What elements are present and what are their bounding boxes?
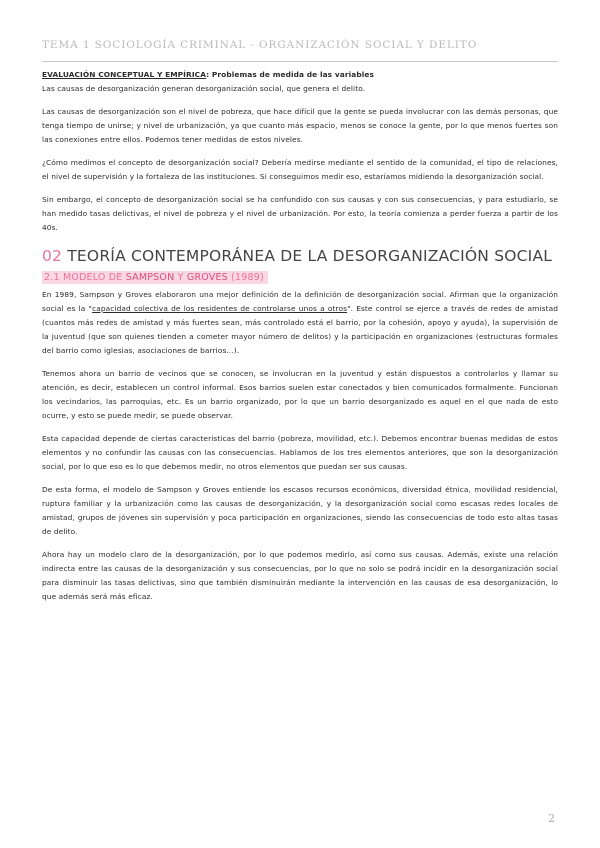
- definition-text-start: En 1989, Sampson y Groves elaboraron una mejor definición de la definición de desorganización social. Afirman que la organización social es la ": [42, 290, 558, 313]
- page-content: [42, 68, 558, 604]
- paragraph-capacity: Esta capacidad depende de ciertas características del barrio (pobreza, movilidad, etc.). Debemos encontrar buenas medidas de estos elementos y no confundir las causas con las consecuencias. Hablamos de los tres elementos anteriores, que son la desorganización social, por lo que eso es lo que debemos medir, no otros elementos que puedan ser sus causas.: [42, 434, 558, 471]
- intro-line: Las causas de desorganización generan desorganización social, que genera el delito.: [42, 84, 366, 93]
- evaluation-heading: [42, 68, 558, 82]
- subsection-heading: [42, 271, 268, 284]
- subsection-year: (1989): [231, 272, 264, 283]
- definition-quote: capacidad colectiva de los residentes de controlarse unos a otros: [92, 304, 348, 313]
- paragraph-confusion: Sin embargo, el concepto de desorganización social se ha confundido con sus causas y con sus consecuencias, y para estudiarlo, se han medido tasas delictivas, el nivel de pobreza y el nivel de urbanización. Por esto, la teoría comienza a perder fuerza a partir de los 40s.: [42, 195, 558, 232]
- paragraph-organized-neighborhood: Tenemos ahora un barrio de vecinos que se conocen, se involucran en la juventud y están dispuestos a controlarlos y llamar su atención, es decir, establecen un control informal. Esos barrios suelen estar conectados y bien comunicados formalmente. Funcionan los vecindarios, las parroquias, etc. Es un barrio organizado, por lo que un barrio desorganizado es aquel en el que nada de esto ocurre, y esto se puede medir, se puede observar.: [42, 369, 558, 420]
- section-title: TEORÍA CONTEMPORÁNEA DE LA DESORGANIZACIÓN SOCIAL: [67, 247, 553, 265]
- subsection-prefix: MODELO DE: [62, 272, 123, 283]
- evaluation-label: EVALUACIÓN CONCEPTUAL Y EMPÍRICA: [42, 70, 207, 79]
- subsection-number: 2.1: [44, 272, 60, 283]
- section-number: 02: [42, 247, 63, 265]
- paragraph-conclusion: Ahora hay un modelo claro de la desorganización, por lo que podemos medirlo, así como sus causas. Además, existe una relación indirecta entre las causas de la desorganización y sus consecuencias, por lo que no solo se podrá incidir en la desorganización social para disminuir las tasas delictivas, sino que también disminuirán mediante la intervención en las causas de esa desorganización, lo que además será más eficaz.: [42, 550, 558, 601]
- paragraph-measure: ¿Cómo medimos el concepto de desorganización social? Debería medirse mediante el sentido de la comunidad, el tipo de relaciones, el nivel de supervisión y la fortaleza de las instituciones. Si conseguimos medir eso, estaríamos midiendo la desorganización social.: [42, 158, 558, 181]
- author-sampson: SAMPSON: [125, 272, 175, 283]
- evaluation-subtitle: : Problemas de medida de las variables: [206, 70, 374, 79]
- running-header: TEMA 1 SOCIOLOGÍA CRIMINAL - ORGANIZACIÓN SOCIAL Y DELITO: [42, 39, 478, 51]
- definition-text-end: ". Este control se ejerce a través de redes de amistad (cuantos más redes de amistad y más fuertes sean, más controlado está el barrio, por la cohesión, apoyo y ayuda), la supervisión de la juventud (que son quienes tienden a cometer mayor número de delitos) y la participación en organizaciones (estructuras formales del barrio como iglesias, asociaciones de barrios...).: [42, 304, 559, 355]
- page-number: 2: [548, 812, 555, 825]
- author-groves: GROVES: [186, 272, 228, 283]
- subsection-conj: Y: [177, 272, 184, 283]
- header-divider: [42, 61, 558, 62]
- paragraph-model: De esta forma, el modelo de Sampson y Groves entiende los escasos recursos económicos, diversidad étnica, movilidad residencial, ruptura familiar y la urbanización como las causas de desorganización, y la desorganización social como escasas redes locales de amistad, grupos de jóvenes sin supervisión y poca participación en organizaciones, siendo las consecuencias de todo esto altas tasas de delito.: [42, 485, 558, 536]
- paragraph-definition: [42, 288, 558, 358]
- paragraph-causes: Las causas de desorganización son el nivel de pobreza, que hace difícil que la gente se pueda involucrar con las demás personas, que tenga tiempo de unirse; y nivel de urbanización, ya que cuanto más espacio, menos se conoce la gente, por lo que menos fuertes son las conexiones entre ellos. Podemos tener medidas de estos niveles.: [42, 107, 558, 144]
- section-heading: [42, 247, 558, 265]
